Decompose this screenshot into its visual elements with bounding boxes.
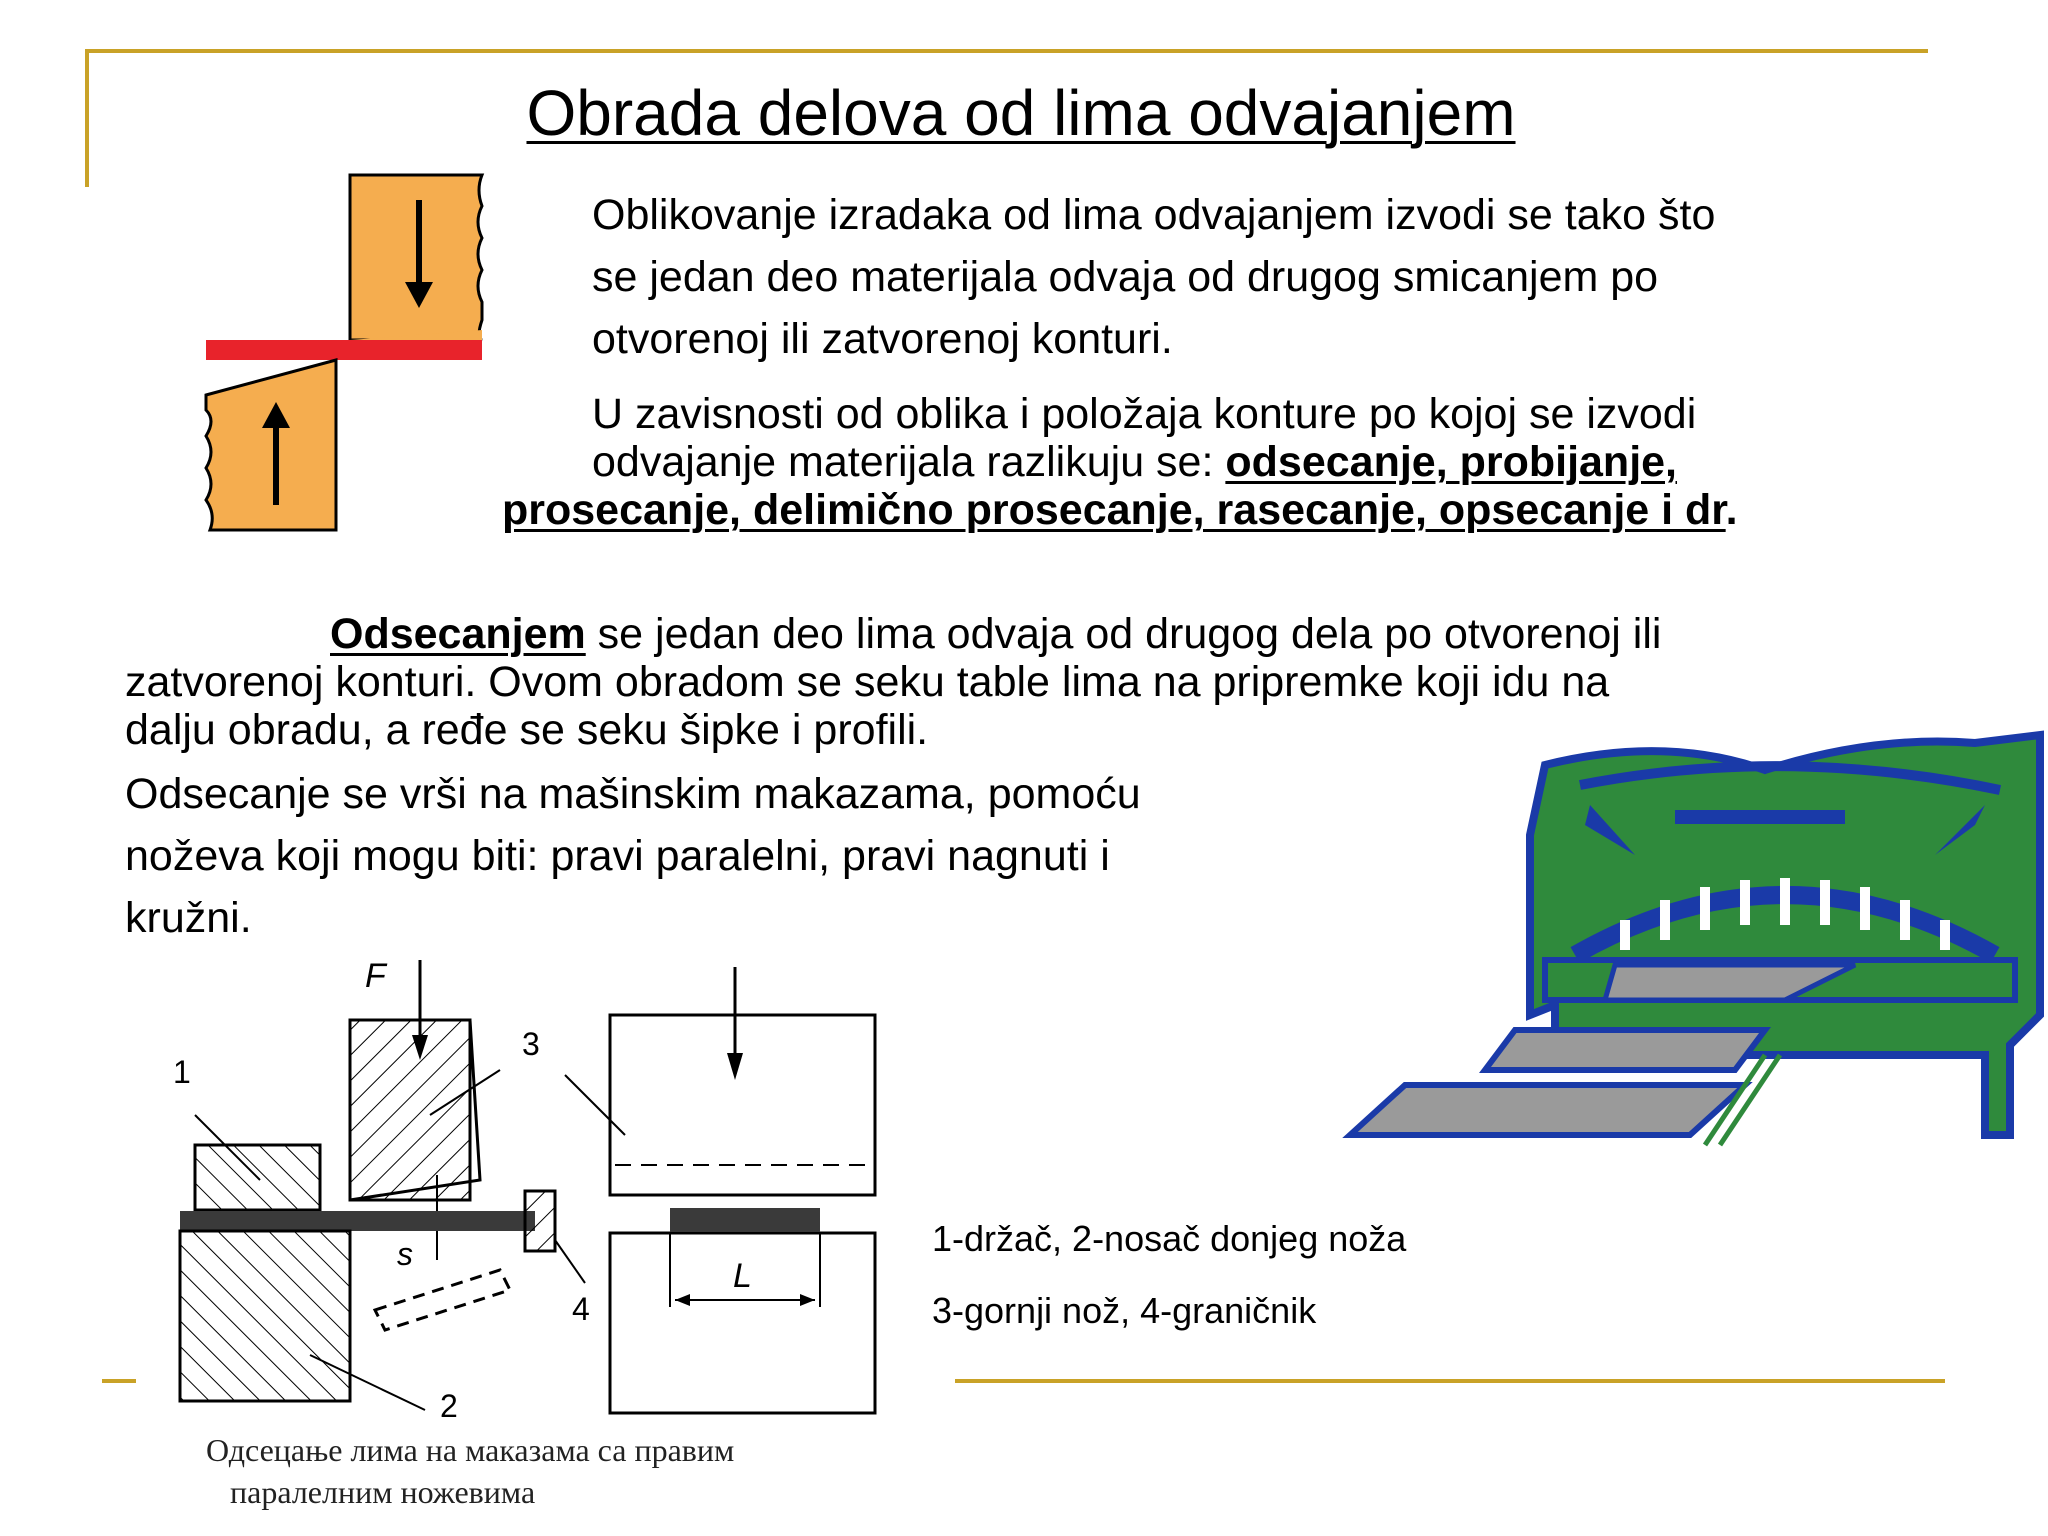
definition-line-1-rest: se jedan deo lima odvaja od drugog dela po otvorenoj ili <box>585 610 1662 658</box>
label-s: s <box>397 1236 413 1272</box>
intro-line-1: Oblikovanje izradaka od lima odvajanjem izvodi se tako što <box>592 191 1716 239</box>
types-line-1: U zavisnosti od oblika i položaja konture po kojoj se izvodi <box>592 390 1697 438</box>
shearing-diagram-icon <box>200 170 490 540</box>
figure-caption-line-1: Одсецање лима на маказама са правим <box>206 1432 735 1468</box>
definition-line-1 <box>330 610 1661 658</box>
label-force: F <box>365 957 386 995</box>
types-line-2-plain: odvajanje materijala razlikuju se: <box>592 438 1226 486</box>
label-length: L <box>733 1257 752 1295</box>
label-4: 4 <box>572 1291 590 1327</box>
machine-line-1: Odsecanje se vrši na mašinskim makazama, pomoću <box>125 770 1141 818</box>
types-line-2 <box>592 438 1677 486</box>
bottom-rule-left <box>102 1379 136 1383</box>
types-line-3-terms: prosecanje, delimično prosecanje, rasecanje, opsecanje i dr <box>502 486 1726 534</box>
guillotine-shear-illustration <box>1335 715 2045 1165</box>
intro-line-2: se jedan deo materijala odvaja od drugog smicanjem po <box>592 253 1659 301</box>
types-line-3 <box>502 486 1738 534</box>
slide-title: Obrada delova od lima odvajanjem <box>526 77 1516 149</box>
machine-line-2: noževa koji mogu biti: pravi paralelni, pravi nagnuti i <box>125 832 1110 880</box>
machine-paragraph <box>125 763 1141 949</box>
label-2: 2 <box>440 1388 458 1424</box>
machine-line-3: kružni. <box>125 894 252 942</box>
shearing-tool-drawing <box>170 955 890 1425</box>
legend-line-2: 3-gornji nož, 4-graničnik <box>932 1290 1317 1331</box>
label-3: 3 <box>522 1026 540 1062</box>
figure-caption-line-2: паралелним ножевима <box>230 1474 536 1510</box>
bottom-rule-right <box>955 1379 1945 1383</box>
types-line-3-period: . <box>1725 486 1738 534</box>
definition-line-3: dalju obradu, a ređe se seku šipke i profili. <box>125 706 929 754</box>
definition-line-2: zatvorenoj konturi. Ovom obradom se seku table lima na pripremke koji idu na <box>125 658 1610 706</box>
legend-line-1: 1-držač, 2-nosač donjeg noža <box>932 1218 1407 1259</box>
top-rule <box>85 49 1928 53</box>
definition-term: Odsecanjem <box>330 610 586 658</box>
intro-line-3: otvorenoj ili zatvorenoj konturi. <box>592 315 1173 363</box>
label-1: 1 <box>173 1054 191 1090</box>
types-line-2-terms: odsecanje, probijanje, <box>1225 438 1678 486</box>
intro-paragraph <box>592 184 1715 370</box>
